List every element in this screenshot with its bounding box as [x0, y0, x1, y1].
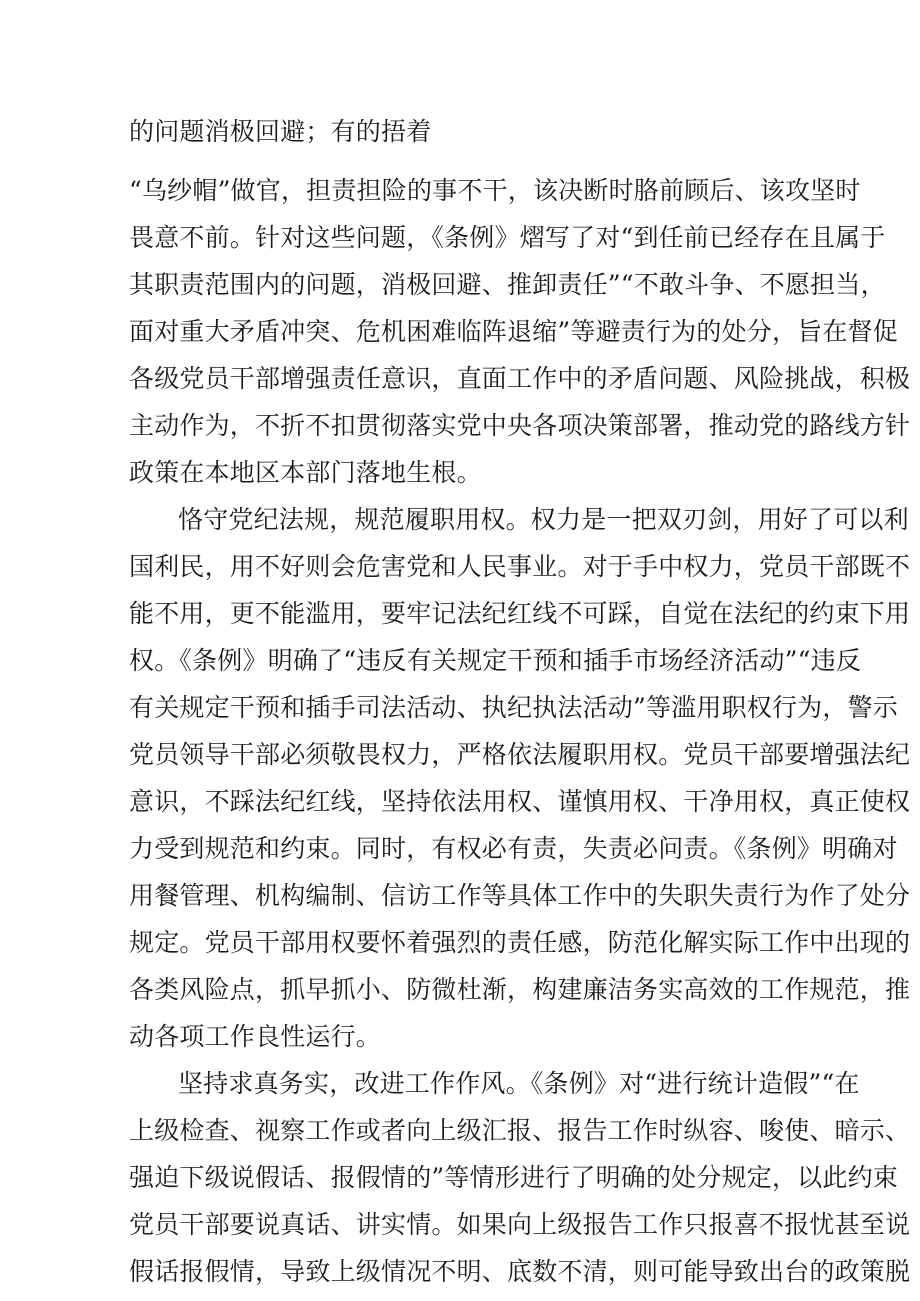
- text-line: 主动作为，不折不扣贯彻落实党中央各项决策部署，推动党的路线方针: [129, 411, 911, 440]
- text-line: 上级检查、视察工作或者向上级汇报、报告工作时纵容、唆使、暗示、: [129, 1116, 911, 1145]
- text-line: 有关规定干预和插手司法活动、执纪执法活动”等滥用职权行为，警示: [129, 693, 898, 722]
- text-line: 国利民，用不好则会危害党和人民事业。对于手中权力，党员干部既不: [129, 552, 911, 581]
- text-line: “乌纱帽”做官，担责担险的事不干，该决断时胳前顾后、该攻坚时: [129, 176, 861, 205]
- paragraph-first-line: 坚持求真务实，改进工作作风。《条例》对“进行统计造假”“在: [178, 1069, 860, 1098]
- text-line: 动各项工作良性运行。: [129, 1022, 382, 1051]
- text-line: 强迫下级说假话、报假情的”等情形进行了明确的处分规定，以此约束: [129, 1163, 898, 1192]
- paragraph-first-line: 恪守党纪法规，规范履职用权。权力是一把双刃剑，用好了可以利: [178, 505, 909, 534]
- text-line: 用餐管理、机构编制、信访工作等具体工作中的失职失责行为作了处分: [129, 881, 911, 910]
- text-line: 权。《条例》明确了“违反有关规定干预和插手市场经济活动”“违反: [129, 646, 862, 675]
- text-line: 各级党员干部增强责任意识，直面工作中的矛盾问题、风险挑战，积极: [129, 364, 911, 393]
- text-line: 规定。党员干部用权要怀着强烈的责任感，防范化解实际工作中出现的: [129, 928, 911, 957]
- text-line: 假话报假情，导致上级情况不明、底数不清，则可能导致出台的政策脱: [129, 1257, 911, 1286]
- text-line: 党员干部要说真话、讲实情。如果向上级报告工作只报喜不报忧甚至说: [129, 1210, 911, 1239]
- text-line: 意识，不踩法纪红线，坚持依法用权、谨慎用权、干净用权，真正使权: [129, 787, 911, 816]
- text-line: 党员领导干部必须敬畏权力，严格依法履职用权。党员干部要增强法纪: [129, 740, 911, 769]
- text-line: 能不用，更不能滥用，要牢记法纪红线不可踩，自觉在法纪的约束下用: [129, 599, 911, 628]
- text-line: 政策在本地区本部门落地生根。: [129, 458, 482, 487]
- text-line: 其职责范围内的问题，消极回避、推卸责任”“不敢斗争、不愿担当，: [129, 270, 886, 299]
- text-line: 力受到规范和约束。同时，有权必有责，失责必问责。《条例》明确对: [129, 834, 898, 863]
- text-line: 面对重大矛盾冲突、危机困难临阵退缩”等避责行为的处分，旨在督促: [129, 317, 898, 346]
- text-line: 畏意不前。针对这些问题，《条例》熠写了对“到任前已经存在且属于: [129, 223, 886, 252]
- text-line: 各类风险点，抓早抓小、防微杜渐，构建廉洁务实高效的工作规范，推: [129, 975, 911, 1004]
- text-line: 的问题消极回避；有的捂着: [129, 117, 432, 146]
